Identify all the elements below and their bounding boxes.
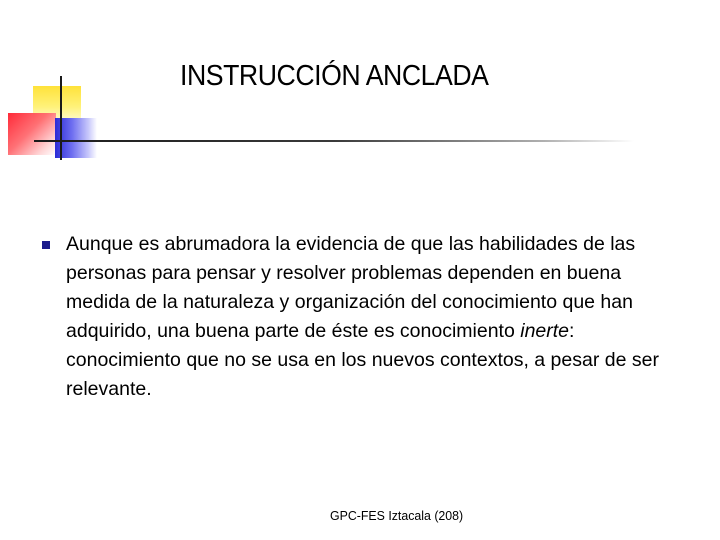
bullet-emphasis: inerte [520,320,570,342]
title-underline-rule [34,140,634,142]
bullet-text [66,230,667,404]
slide-body [42,230,667,404]
slide-title: INSTRUCCIÓN ANCLADA [180,60,489,92]
slide-footer: GPC-FES Iztacala (208) [330,508,464,523]
bullet-text-part: : conocimiento que no se usa en los nuevos contextos, a pesar de ser relevante. [66,320,659,400]
bullet-text-part: Aunque es abrumadora la evidencia de que las habilidades de las personas para pensar y resolver problemas dependen en buena medida de la naturaleza y organización del conocimiento que han adquirido, una buena parte de éste es conocimiento [66,233,636,342]
vertical-rule-decoration [60,76,62,160]
bullet-item [42,230,667,404]
square-bullet-icon [42,241,50,249]
red-square-decoration [8,113,56,155]
